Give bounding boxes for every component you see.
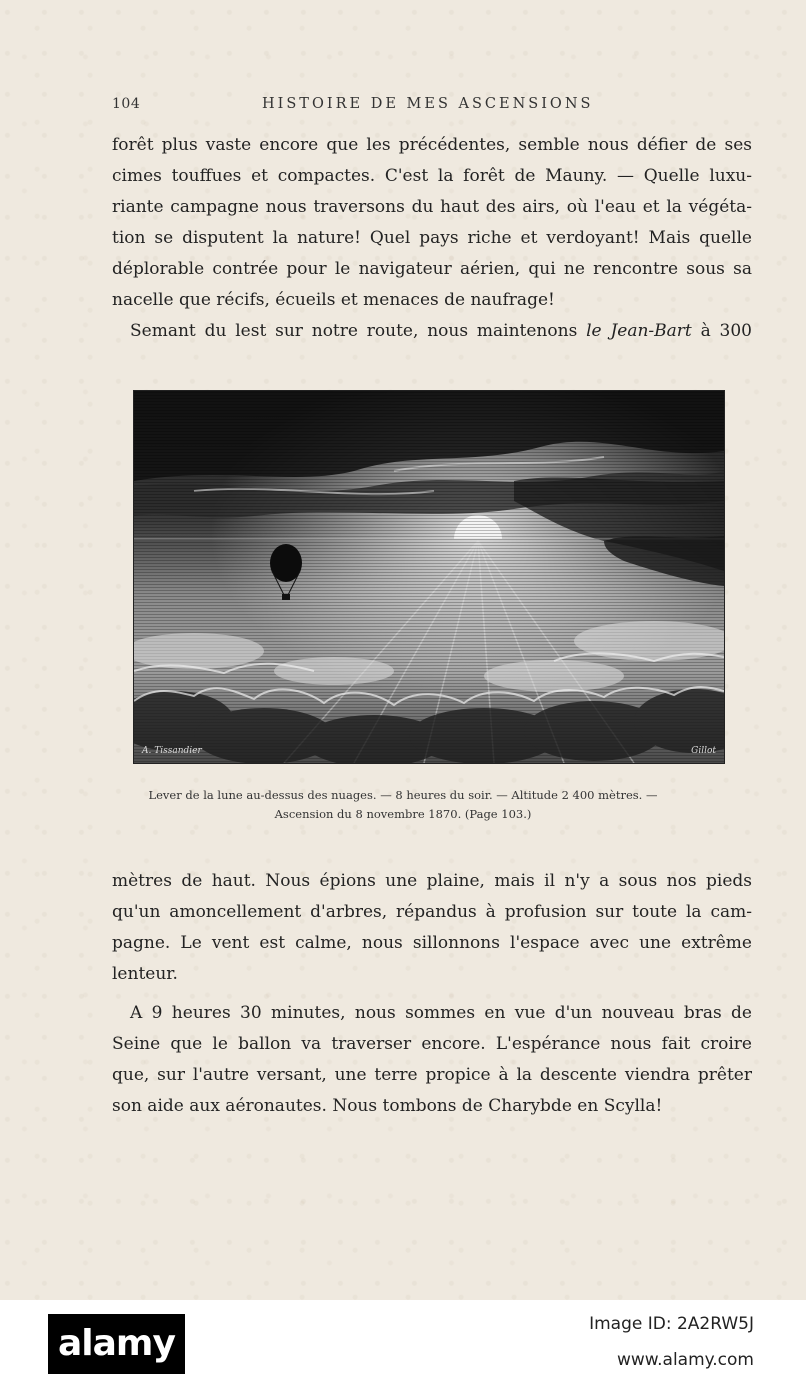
caption-line: Lever de la lune au-dessus des nuages. — 8 heures du soir. — Altitude 2 400 mètres. —: [148, 788, 658, 802]
watermark-bar: [0, 1300, 806, 1390]
signature-left: A. Tissandier: [142, 746, 202, 756]
watermark-url: www.alamy.com: [616, 1350, 754, 1370]
text-line: Seine que le ballon va traverser encore. L'espérance nous fait croire: [112, 1034, 752, 1054]
paragraph: [112, 998, 752, 1122]
running-title: HISTOIRE DE MES ASCENSIONS: [262, 96, 594, 112]
text-segment: Semant du lest sur notre route, nous maintenons: [130, 321, 587, 341]
text-line: A 9 heures 30 minutes, nous sommes en vue d'un nouveau bras de: [130, 1003, 752, 1023]
text-line: pagne. Le vent est calme, nous sillonnons l'espace avec une extrême: [112, 933, 752, 953]
text-line: que, sur l'autre versant, une terre propice à la descente viendra prêter: [112, 1065, 752, 1085]
paragraph-line: [112, 316, 752, 347]
top-text-block: [112, 130, 752, 347]
text-line: forêt plus vaste encore que les précédentes, semble nous défier de ses: [112, 135, 752, 155]
image-id-label: Image ID: 2A2RW5J: [589, 1314, 754, 1334]
text-segment: à 300: [691, 321, 752, 341]
text-line: riante campagne nous traversons du haut des airs, où l'eau et la végéta-: [112, 197, 752, 217]
bottom-text-block: [112, 866, 752, 1122]
moonrise-engraving: [134, 391, 724, 763]
engraving-illustration: [133, 390, 725, 764]
alamy-logo: alamy: [48, 1314, 185, 1374]
text-line: nacelle que récifs, écueils et menaces de naufrage!: [112, 290, 555, 310]
text-line: lenteur.: [112, 964, 178, 984]
page-header: [112, 94, 752, 118]
signature-right: Gillot: [691, 746, 716, 756]
text-line: mètres de haut. Nous épions une plaine, mais il n'y a sous nos pieds: [112, 871, 752, 891]
text-line: qu'un amoncellement d'arbres, répandus à profusion sur toute la cam-: [112, 902, 752, 922]
text-line: cimes touffues et compactes. C'est la forêt de Mauny. — Quelle luxu-: [112, 166, 752, 186]
ship-name: le Jean-Bart: [586, 321, 692, 341]
figure-caption: [100, 786, 706, 824]
text-line: tion se disputent la nature! Quel pays riche et verdoyant! Mais quelle: [112, 228, 752, 248]
caption-line: Ascension du 8 novembre 1870. (Page 103.): [274, 807, 532, 821]
page-number: 104: [112, 96, 141, 112]
text-line: déplorable contrée pour le navigateur aérien, qui ne rencontre sous sa: [112, 259, 752, 279]
text-line: son aide aux aéronautes. Nous tombons de Charybde en Scylla!: [112, 1096, 663, 1116]
